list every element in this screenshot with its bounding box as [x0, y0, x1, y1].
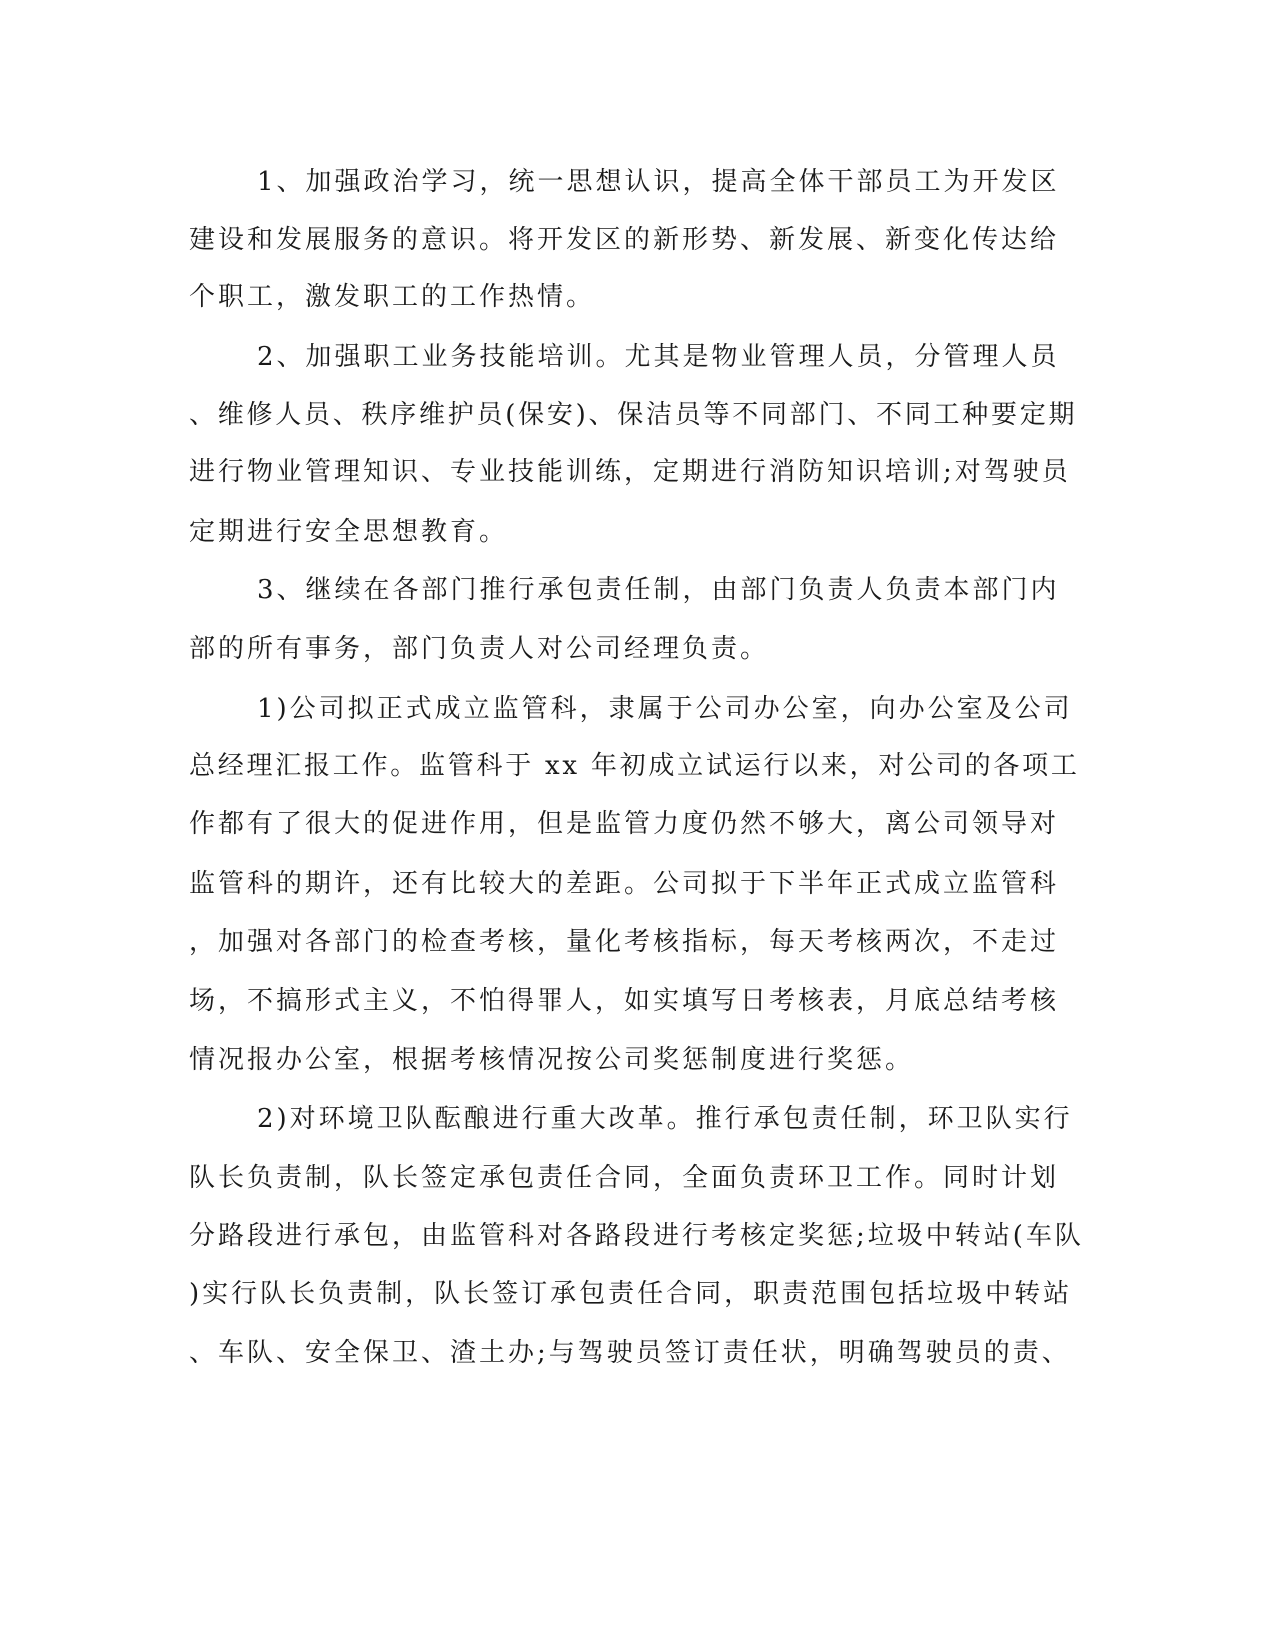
text-line-1: 1、加强政治学习，统一思想认识，提高全体干部员工为开发区 — [257, 167, 1060, 197]
text-line-10: 1)公司拟正式成立监管科，隶属于公司办公室，向办公室及公司 — [257, 694, 1073, 724]
text-line-4: 2、加强职工业务技能培训。尤其是物业管理人员，分管理人员 — [257, 342, 1060, 372]
text-line-8: 3、继续在各部门推行承包责任制，由部门负责人负责本部门内 — [257, 575, 1060, 605]
text-line-11: 总经理汇报工作。监管科于 xx 年初成立试运行以来，对公司的各项工 — [189, 751, 1080, 781]
text-line-19: 分路段进行承包，由监管科对各路段进行考核定奖惩;垃圾中转站(车队 — [189, 1221, 1084, 1251]
text-line-20: )实行队长负责制，队长签订承包责任合同，职责范围包括垃圾中转站 — [189, 1279, 1073, 1309]
text-line-14: ，加强对各部门的检查考核，量化考核指标，每天考核两次，不走过 — [189, 927, 1060, 957]
text-line-6: 进行物业管理知识、专业技能训练，定期进行消防知识培训;对驾驶员 — [189, 457, 1071, 487]
text-line-13: 监管科的期许，还有比较大的差距。公司拟于下半年正式成立监管科 — [189, 869, 1060, 899]
text-line-5: 、维修人员、秩序维护员(保安)、保洁员等不同部门、不同工种要定期 — [189, 400, 1078, 430]
text-line-15: 场，不搞形式主义，不怕得罪人，如实填写日考核表，月底总结考核 — [189, 986, 1060, 1016]
text-line-21: 、车队、安全保卫、渣土办;与驾驶员签订责任状，明确驾驶员的责、 — [189, 1338, 1071, 1368]
text-line-2: 建设和发展服务的意识。将开发区的新形势、新发展、新变化传达给 — [189, 225, 1060, 255]
text-line-16: 情况报办公室，根据考核情况按公司奖惩制度进行奖惩。 — [189, 1045, 915, 1075]
text-line-7: 定期进行安全思想教育。 — [189, 517, 509, 547]
text-line-9: 部的所有事务，部门负责人对公司经理负责。 — [189, 634, 770, 664]
text-line-3: 个职工，激发职工的工作热情。 — [189, 282, 596, 312]
text-line-18: 队长负责制，队长签定承包责任合同，全面负责环卫工作。同时计划 — [189, 1163, 1060, 1193]
text-line-12: 作都有了很大的促进作用，但是监管力度仍然不够大，离公司领导对 — [189, 809, 1060, 839]
text-line-17: 2)对环境卫队酝酿进行重大改革。推行承包责任制，环卫队实行 — [257, 1104, 1073, 1134]
